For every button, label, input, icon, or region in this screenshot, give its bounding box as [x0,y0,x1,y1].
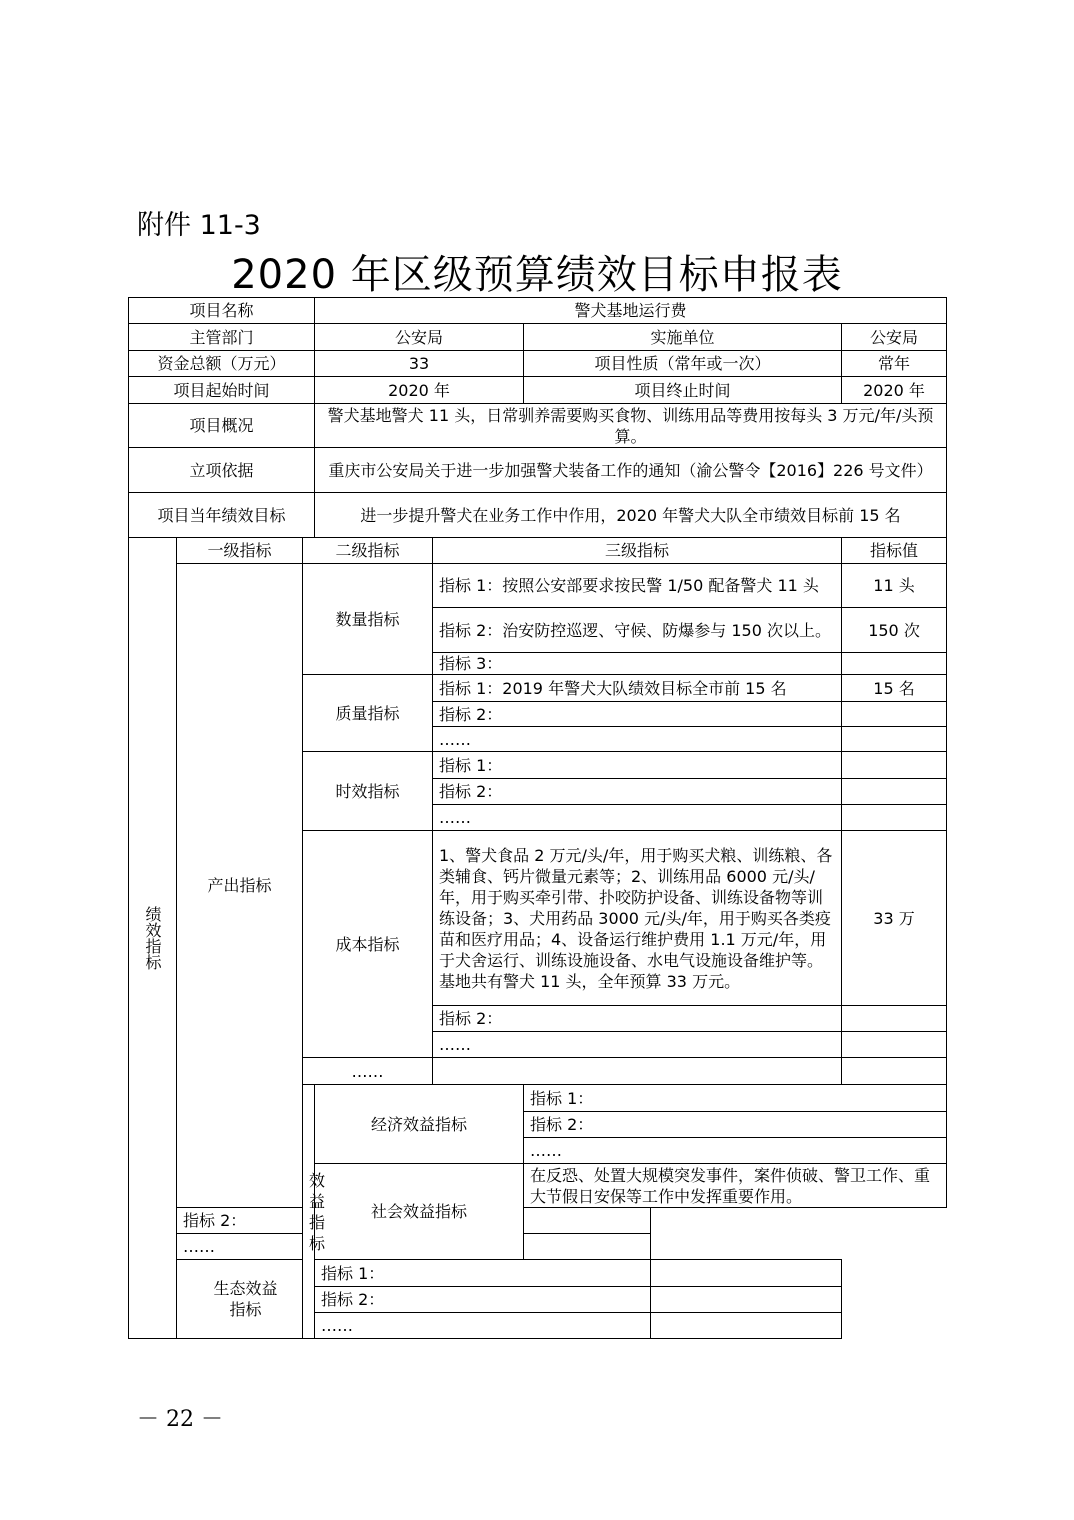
eco-indicator-1-value [651,1260,842,1287]
quantity-indicator-1: 指标 1：按照公安部要求按民警 1/50 配备警犬 11 头 [433,564,842,608]
header-value: 指标值 [842,538,947,564]
page-number: － 22 － [137,1407,223,1432]
level1-output: 产出指标 [177,564,303,1208]
end-value: 2020 年 [842,377,947,404]
header-level2: 二级指标 [303,538,433,564]
cost-indicator-2: 指标 2： [433,1006,842,1032]
quality-indicator-1: 指标 1：2019 年警犬大队绩效目标全市前 15 名 [433,675,842,702]
social-indicator-2-value [524,1208,651,1234]
quantity-indicator-2: 指标 2：治安防控巡逻、守候、防爆参与 150 次以上。 [433,608,842,653]
level2-cost: 成本指标 [303,831,433,1058]
dept-label: 主管部门 [129,324,315,351]
header-level1: 一级指标 [177,538,303,564]
quantity-indicator-2-value: 150 次 [842,608,947,653]
output-more-value [842,1058,947,1085]
social-indicator-3-value [524,1234,651,1260]
quality-indicator-2-value [842,702,947,727]
end-label: 项目终止时间 [524,377,842,404]
basis-value: 重庆市公安局关于进一步加强警犬装备工作的通知（渝公警令【2016】226 号文件） [315,448,947,493]
quality-indicator-3: …… [433,727,842,752]
header-level3: 三级指标 [433,538,842,564]
output-more-level3 [433,1058,842,1085]
quantity-indicator-1-value: 11 头 [842,564,947,608]
eco-indicator-2: 指标 2： [315,1287,651,1313]
econ-indicator-3: …… [524,1138,947,1164]
dept-value: 公安局 [315,324,524,351]
budget-performance-table [128,297,947,1339]
time-indicator-1-value [842,752,947,779]
econ-indicator-2: 指标 2： [524,1112,947,1138]
eco-indicator-3: …… [315,1313,651,1339]
social-indicator-2: 指标 2： [177,1208,433,1234]
level2-output-more: …… [303,1058,433,1085]
time-indicator-2: 指标 2： [433,779,842,805]
time-indicator-1: 指标 1： [433,752,842,779]
overview-label: 项目概况 [129,404,315,448]
social-indicator-1: 在反恐、处置大规模突发事件，案件侦破、警卫工作、重大节假日安保等工作中发挥重要作用。 [524,1164,947,1208]
goal-value: 进一步提升警犬在业务工作中作用，2020 年警犬大队全市绩效目标前 15 名 [315,493,947,538]
time-indicator-2-value [842,779,947,805]
quantity-indicator-3-value [842,653,947,675]
impl-unit-value: 公安局 [842,324,947,351]
eco-indicator-2-value [651,1287,842,1313]
quality-indicator-1-value: 15 名 [842,675,947,702]
project-name-value: 警犬基地运行费 [315,298,947,324]
time-indicator-3-value [842,805,947,831]
nature-label: 项目性质（常年或一次） [524,351,842,377]
level2-timeliness: 时效指标 [303,752,433,831]
nature-value: 常年 [842,351,947,377]
cost-indicator-3-value [842,1032,947,1058]
page-title: 2020 年区级预算绩效目标申报表 [231,252,843,298]
cost-indicator-2-value [842,1006,947,1032]
level2-quality: 质量指标 [303,675,433,752]
level2-economic: 经济效益指标 [315,1085,524,1164]
eco-indicator-3-value [651,1313,842,1339]
cost-indicator-3: …… [433,1032,842,1058]
time-indicator-3: …… [433,805,842,831]
start-label: 项目起始时间 [129,377,315,404]
impl-unit-label: 实施单位 [524,324,842,351]
basis-label: 立项依据 [129,448,315,493]
fund-label: 资金总额（万元） [129,351,315,377]
cost-indicator-1-value: 33 万 [842,831,947,1006]
cost-indicator-1: 1、警犬食品 2 万元/头/年，用于购买犬粮、训练粮、各类辅食、钙片微量元素等；2、训练用品 6000 元/头/年，用于购买牵引带、扑咬防护设备、训练设备物等训练设备；3、犬用药品 3000 元/头/年，用于购买各类疫苗和医疗用品；4、设备运行维护费用 1.1 万元/年，用于犬舍运行、训练设施设备、水电气设施设备维护等。基地共有警犬 11 头，全年预算 33 万元。 [433,831,842,1006]
quality-indicator-2: 指标 2： [433,702,842,727]
project-name-label: 项目名称 [129,298,315,324]
econ-indicator-1: 指标 1： [524,1085,947,1112]
overview-value: 警犬基地警犬 11 头，日常驯养需要购买食物、训练用品等费用按每头 3 万元/年/头预算。 [315,404,947,448]
level2-social: 社会效益指标 [315,1164,524,1260]
level2-quantity: 数量指标 [303,564,433,675]
start-value: 2020 年 [315,377,524,404]
quantity-indicator-3: 指标 3： [433,653,842,675]
quality-indicator-3-value [842,727,947,752]
level2-ecological: 生态效益指标 [177,1260,315,1339]
social-indicator-3: …… [177,1234,433,1260]
section-performance-indicators: 绩效指标 [129,538,177,1339]
attachment-label: 附件 11-3 [137,210,261,241]
eco-indicator-1: 指标 1： [315,1260,651,1287]
goal-label: 项目当年绩效目标 [129,493,315,538]
level1-benefit: 效益指标 [303,1085,315,1339]
fund-value: 33 [315,351,524,377]
